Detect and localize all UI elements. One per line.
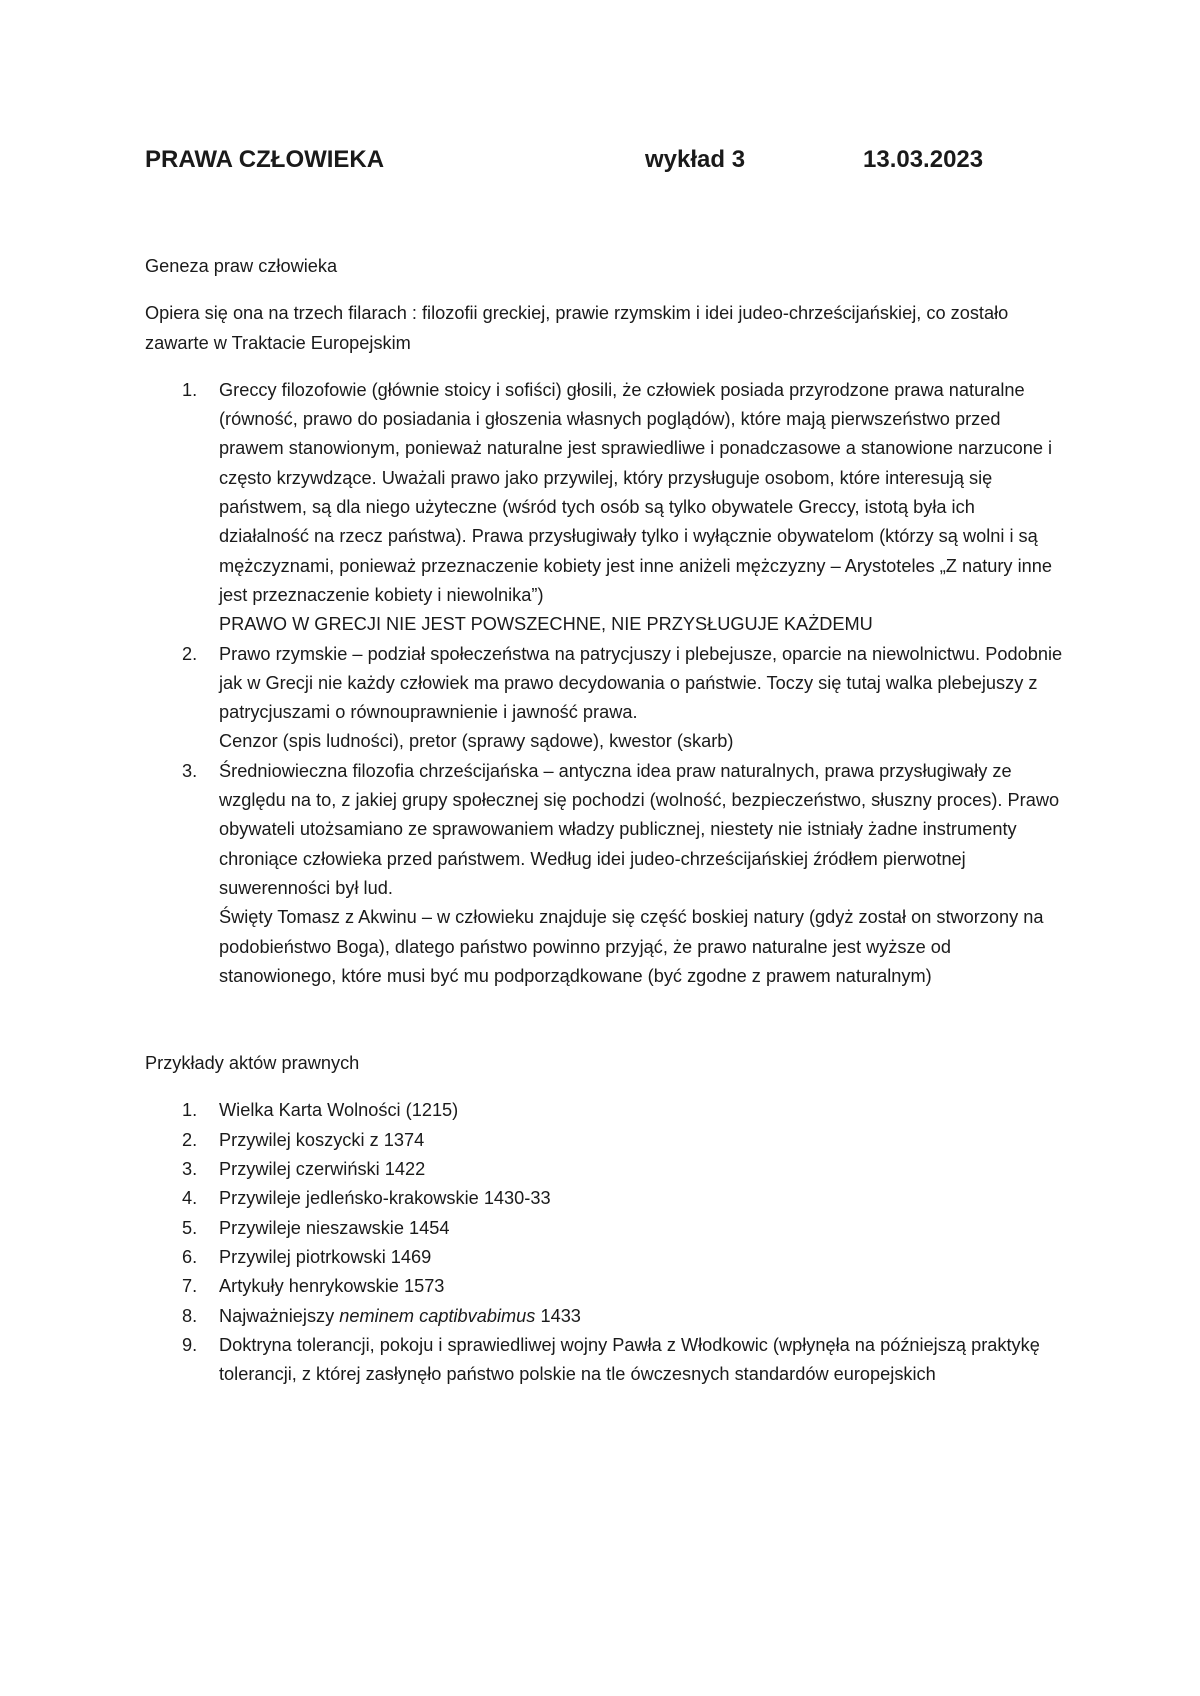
list-number: 2. [182,1129,198,1150]
list-item-text: Przywilej koszycki z 1374 [219,1129,425,1150]
list-number: 2. [182,643,198,664]
list-item [145,1243,1065,1272]
list-item-text: Artykuły henrykowskie 1573 [219,1276,445,1297]
list-number: 9. [182,1334,198,1355]
list-item [145,1184,1065,1213]
intro-paragraph: Opiera się ona na trzech filarach : filozofii greckiej, prawie rzymskim i idei judeo-chrześcijańskiej, co zostało zawarte w Traktacie Europejskim [145,303,1009,353]
list-item [145,1302,1065,1331]
list-item-note: Cenzor (spis ludności), pretor (sprawy sądowe), kwestor (skarb) [219,731,734,752]
list-item-text: Greccy filozofowie (głównie stoicy i sofiści) głosili, że człowiek posiada przyrodzone prawa naturalne (równość, prawo do posiadania i głoszenia własnych poglądów), które mają pierwszeństwo przed prawem stanowionym, ponieważ naturalne jest sprawiedliwe i ponadczasowe a stanowione narzucone i często krzywdzące. Uważali prawo jako przywilej, który przysługuje osobom, które interesują się państwem, są dla niego użyteczne (wśród tych osób są tylko obywatele Greccy, istotą była ich działalność na rzecz państwa). Prawa przysługiwały tylko i wyłącznie obywatelom (którzy są wolni i są mężczyznami, ponieważ przeznaczenie kobiety jest inne aniżeli mężczyzny – Arystoteles „Z natury inne jest przeznaczenie kobiety i niewolnika”) [219,379,1053,605]
list-number: 3. [182,760,198,781]
list-item [145,757,1065,991]
genesis-list [145,376,1065,991]
list-item [145,1214,1065,1243]
list-item [145,1272,1065,1301]
list-item-text: Przywilej czerwiński 1422 [219,1159,426,1180]
list-number: 6. [182,1246,198,1267]
list-item [145,1331,1065,1390]
list-item-text: Średniowieczna filozofia chrześcijańska – antyczna idea praw naturalnych, prawa przysługiwały ze względu na to, z jakiej grupy społecznej się pochodzi (wolność, bezpieczeństwo, słuszny proces). Prawo obywateli utożsamiano ze sprawowaniem władzy publicznej, niestety nie istniały żadne instrumenty chroniące człowieka przed państwem. Według idei judeo-chrześcijańskiej źródłem pierwotnej suwerenności był lud. [219,760,1060,898]
list-item [145,1126,1065,1155]
list-item-text-before: Najważniejszy [219,1305,340,1326]
list-number: 3. [182,1159,198,1180]
section-title-genesis: Geneza praw człowieka [145,256,338,276]
list-item-text-after: 1433 [535,1305,581,1326]
list-number: 7. [182,1276,198,1297]
document-body [145,252,1065,1389]
list-item [145,1155,1065,1184]
list-item-text: Przywileje nieszawskie 1454 [219,1217,450,1238]
document-title: PRAWA CZŁOWIEKA [145,146,385,173]
list-item-text: Wielka Karta Wolności (1215) [219,1100,459,1121]
latin-phrase: neminem captibvabimus [339,1305,536,1326]
section-title-examples: Przykłady aktów prawnych [145,1053,360,1074]
list-item [145,1096,1065,1125]
list-number: 5. [182,1217,198,1238]
legal-acts-list [145,1096,1065,1389]
list-number: 8. [182,1305,198,1326]
section-spacer [145,991,1065,1049]
list-number: 1. [182,1100,198,1121]
list-number: 4. [182,1188,198,1209]
list-item-note: PRAWO W GRECJI NIE JEST POWSZECHNE, NIE PRZYSŁUGUJE KAŻDEMU [219,614,873,635]
list-item-note: Święty Tomasz z Akwinu – w człowieku znajduje się część boskiej natury (gdyż został on stworzony na podobieństwo Boga), dlatego państwo powinno przyjąć, że prawo naturalne jest wyższe od stanowionego, które musi być mu podporządkowane (być zgodne z prawem naturalnym) [219,907,1044,986]
list-item-text: Przywileje jedleńsko-krakowskie 1430-33 [219,1188,551,1209]
list-item [145,376,1065,640]
list-number: 1. [182,379,198,400]
list-item [145,640,1065,757]
list-item-text: Doktryna tolerancji, pokoju i sprawiedliwej wojny Pawła z Włodkowic (wpłynęła na późniejszą praktykę tolerancji, z której zasłynęło państwo polskie na tle ówczesnych standardów europejskich [219,1334,1040,1385]
list-item-text: Prawo rzymskie – podział społeczeństwa na patrycjuszy i plebejusze, oparcie na niewolnictwu. Podobnie jak w Grecji nie każdy człowiek ma prawo decydowania o państwie. Toczy się tutaj walka plebejuszy z patrycjuszami o równouprawnienie i jawność prawa. [219,643,1063,723]
document-header [145,146,1045,182]
lecture-date: 13.03.2023 [863,146,984,173]
lecture-number: wykład 3 [645,146,746,173]
list-item-text: Przywilej piotrkowski 1469 [219,1246,432,1267]
